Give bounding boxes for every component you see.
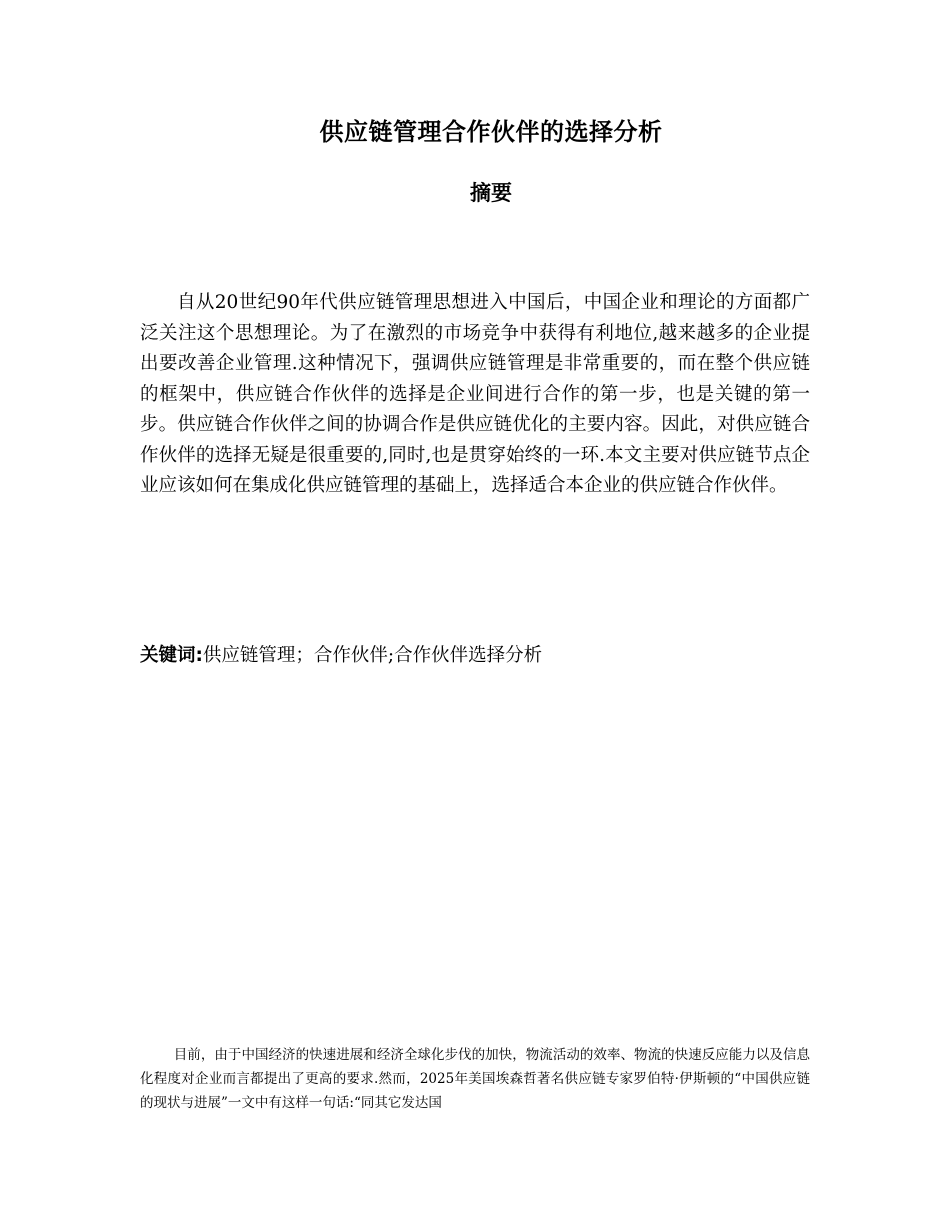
abstract-body: 自从20世纪90年代供应链管理思想进入中国后，中国企业和理论的方面都广泛关注这个思想理论。为了在激烈的市场竞争中获得有利地位,越来越多的企业提出要改善企业管理.这种情况下，强调供应链管理是非常重要的，而在整个供应链的框架中，供应链合作伙伴的选择是企业间进行合作的第一步，也是关键的第一步。供应链合作伙伴之间的协调合作是供应链优化的主要内容。因此，对供应链合作伙伴的选择无疑是很重要的,同时,也是贯穿始终的一环.本文主要对供应链节点企业应该如何在集成化供应链管理的基础上，选择适合本企业的供应链合作伙伴。 [140,292,810,496]
keywords-text: 供应链管理；合作伙伴;合作伙伴选择分析 [202,645,543,666]
keywords-line [140,642,810,670]
document-title: 供应链管理合作伙伴的选择分析 [319,118,663,146]
keywords-label: 关键词: [140,645,203,666]
body-paragraph: 目前，由于中国经济的快速进展和经济全球化步伐的加快，物流活动的效率、物流的快速反应能力以及信息化程度对企业而言都提出了更高的要求.然而，2025年美国埃森哲著名供应链专家罗伯特·伊斯顿的“中国供应链的现状与进展”一文中有这样一句话:“同其它发达国 [140,1047,810,1111]
abstract-heading: 摘要 [470,181,512,205]
